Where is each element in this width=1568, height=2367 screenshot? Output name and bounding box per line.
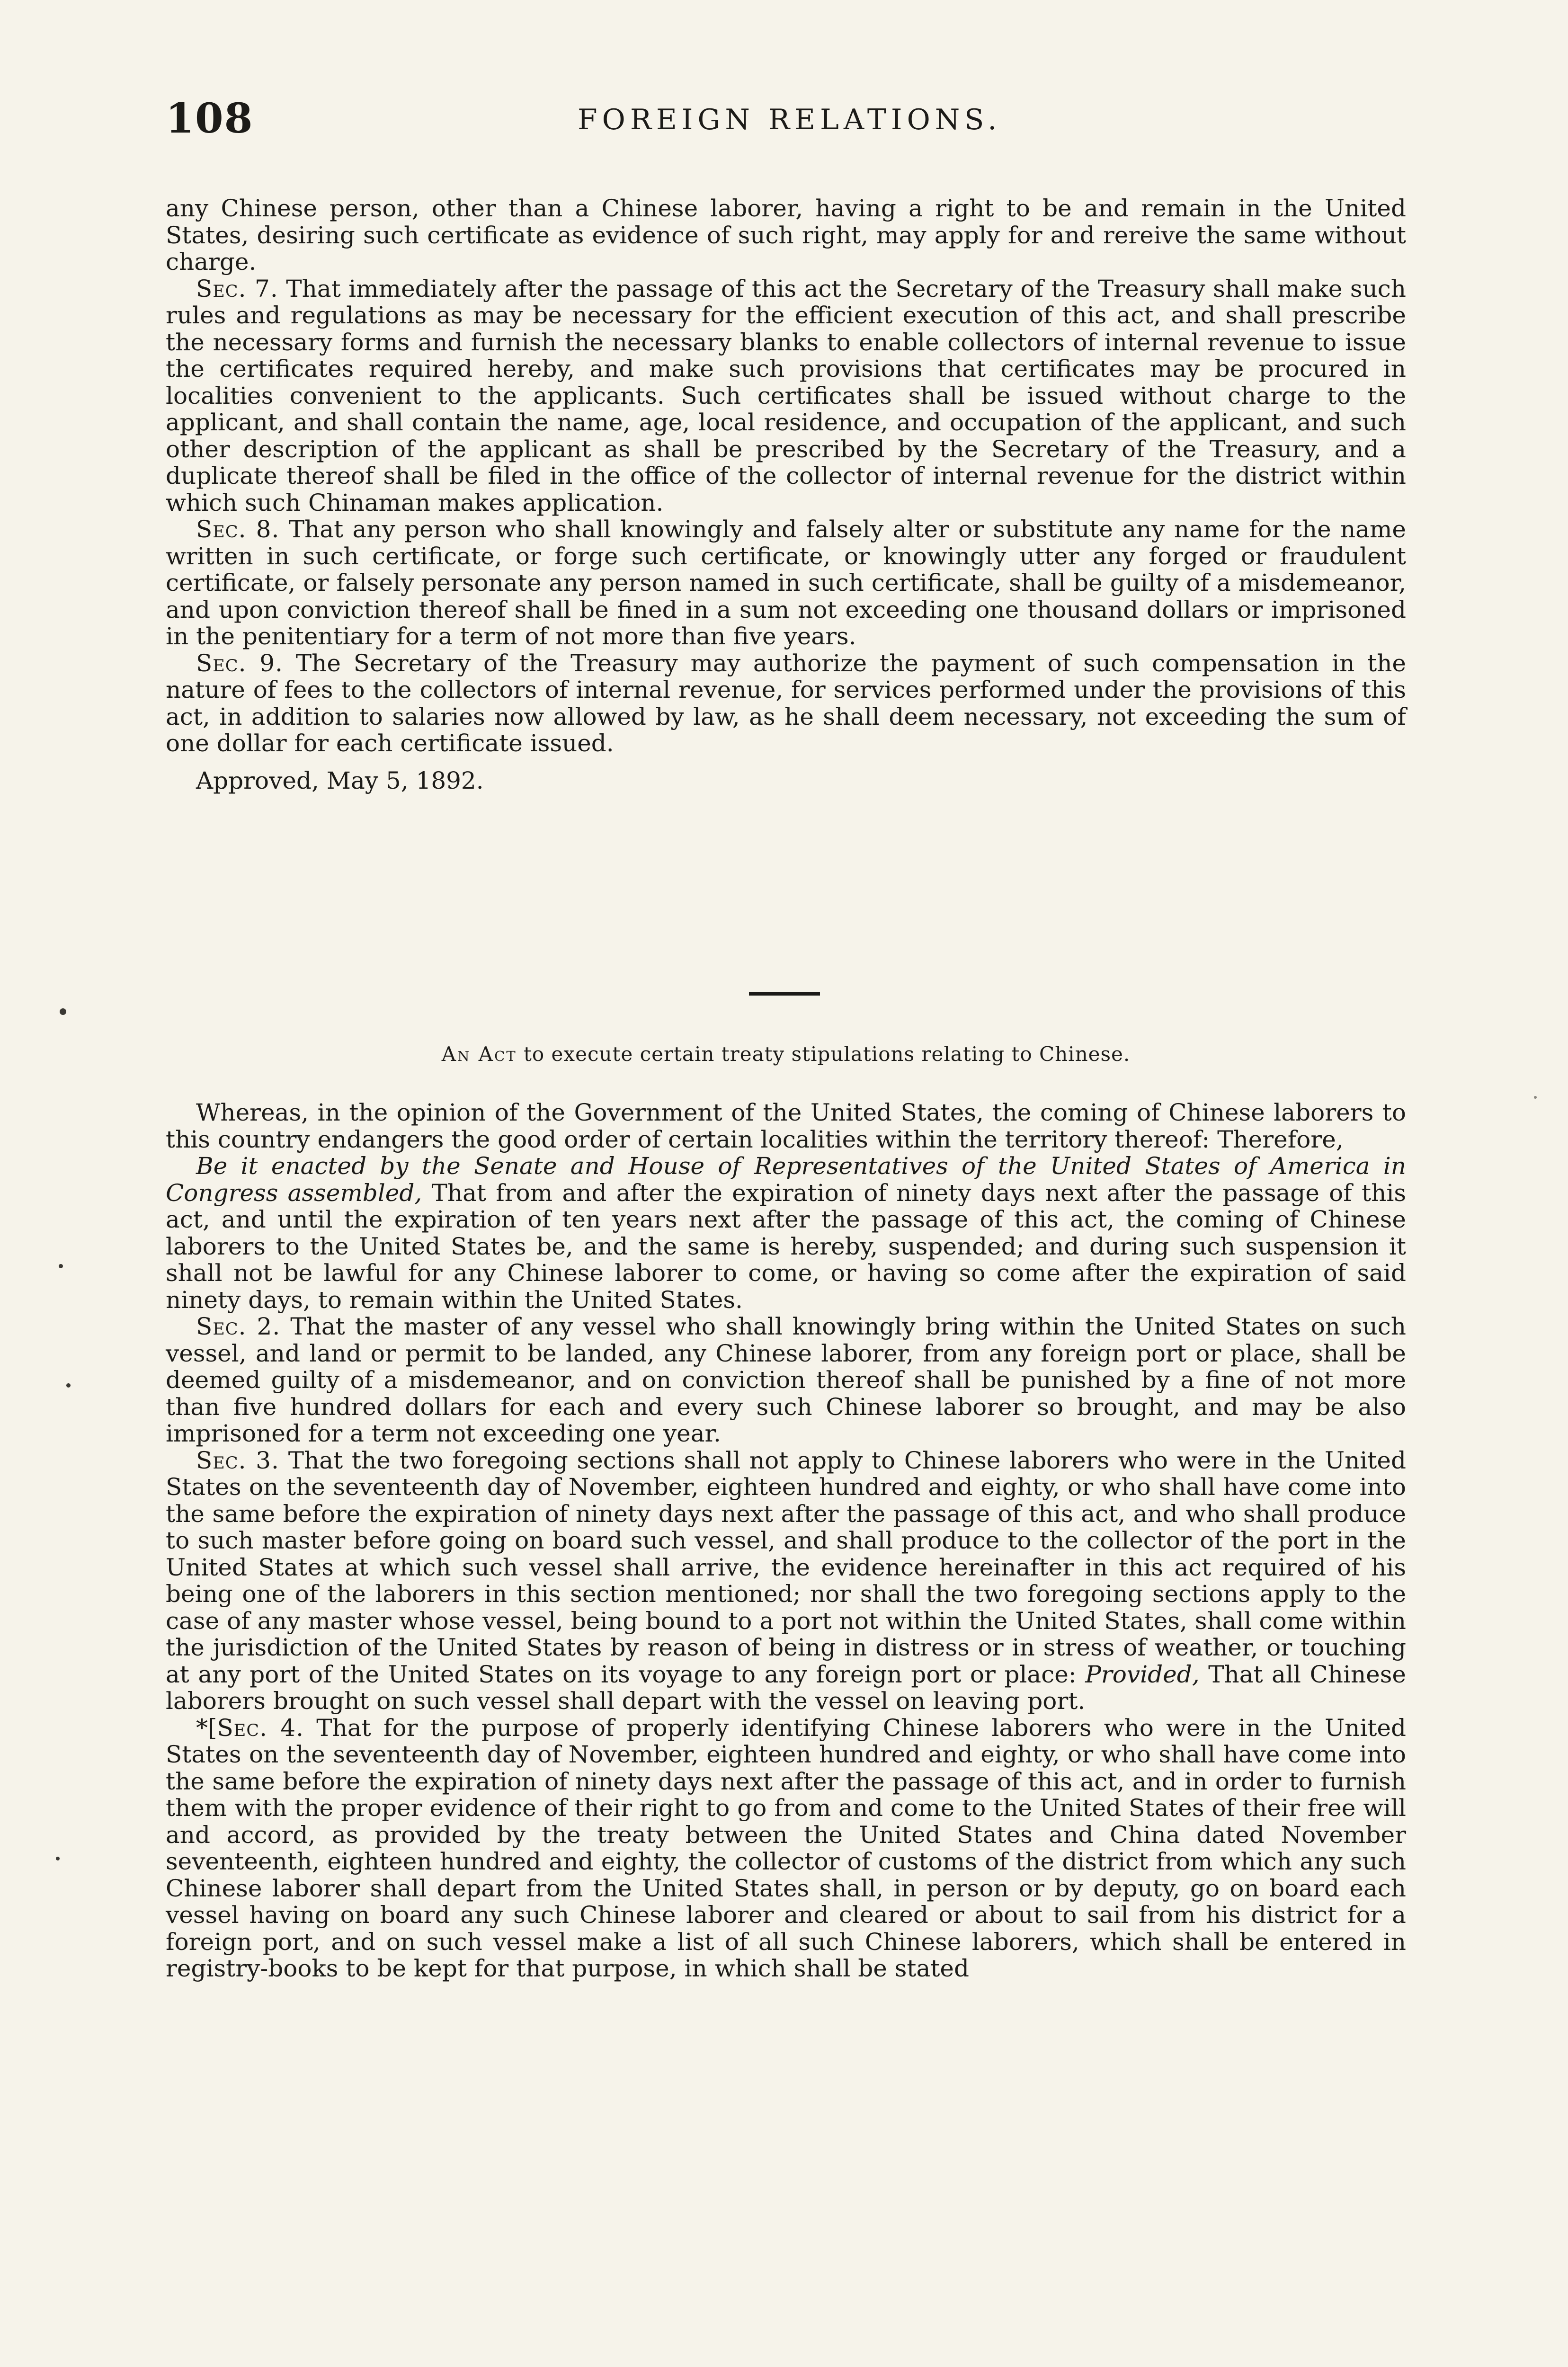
scan-speck: [1534, 1096, 1537, 1099]
enacting-clause-paragraph: [166, 1153, 1406, 1313]
approval-date: Approved, May 5, 1892.: [196, 766, 484, 794]
act-title: [166, 1042, 1406, 1066]
section-text: That immediately after the passage of this act the Secretary of the Treasury shall make such rules and regulations as may be necessary for the efficient execution of this act, and shall prescribe the necessary forms and furnish the necessary blanks to enable collectors of internal revenue to issue the certificates required hereby, and make such provisions that certificates may be procured in localities convenient to the applicants. Such certificates shall be issued without charge to the applicant, and shall contain the name, age, local residence, and occupation of the applicant, and such other description of the applicant as shall be prescribed by the Secretary of the Treasury, and a duplicate thereof shall be filed in the office of the collector of internal revenue for the district within which such Chinaman makes application.: [166, 275, 1407, 516]
section-7-paragraph: [166, 276, 1406, 516]
section-text: That for the purpose of properly identifying Chinese laborers who were in the United States on the seventeenth day of November, eighteen hundred and eighty, or who shall have come into the same before the expiration of ninety days next after the passage of this act, and in order to furnish them with the proper evidence of their right to go from and come to the United States of their free will and accord, as provided by the treaty between the United States and China dated November seventeenth, eighteen hundred and eighty, the collector of customs of the district from which any such Chinese laborer shall depart from the United States shall, in person or by deputy, go on board each vessel having on board any such Chinese laborer and cleared or about to sail from his district for a foreign port, and on such vessel make a list of all such Chinese laborers, which shall be entered in registry-books to be kept for that purpose, in which shall be stated: [166, 1714, 1406, 1982]
bracket-marker: *[: [196, 1714, 217, 1742]
act-title-label: An Act: [441, 1042, 517, 1066]
section-divider-rule: [749, 992, 820, 996]
section-text: The Secretary of the Treasury may authorize the payment of such compensation in the nature of fees to the collectors of internal revenue, for services performed under the provisions of this act, in addition to salaries now allowed by law, as he shall deem necessary, not exceeding the sum of one dollar for each certificate issued.: [166, 649, 1406, 757]
section-label: Sec. 7.: [196, 275, 278, 303]
section-label: Sec. 9.: [196, 649, 283, 677]
continuation-paragraph: any Chinese person, other than a Chinese laborer, having a right to be and remain in the United States, desiring such certificate as evidence of such right, may apply for and rereive the same without charge.: [166, 195, 1406, 276]
enacting-text: That from and after the expiration of ninety days next after the passage of this act, and until the expiration of ten years next after the passage of this act, the coming of Chinese laborers to the United States be, and the same is hereby, suspended; and during such suspension it shall not be lawful for any Chinese laborer to come, or having so come after the expiration of said ninety days, to remain within the United States.: [166, 1179, 1406, 1314]
page-number: 108: [166, 95, 254, 142]
section-text: That the master of any vessel who shall knowingly bring within the United States on such vessel, and land or permit to be landed, any Chinese laborer, from any foreign port or place, shall be deemed guilty of a misdemeanor, and on conviction thereof shall be punished by a fine of not more than five hundred dollars for each and every such Chinese laborer so brought, and may be also imprisoned for a term not exceeding one year.: [166, 1313, 1406, 1447]
page-header: [166, 95, 1406, 151]
first-act-conclusion: [166, 195, 1406, 794]
scan-speck: [66, 1383, 71, 1388]
section-9-paragraph: [166, 650, 1406, 757]
section-8-paragraph: [166, 516, 1406, 650]
second-act-body: [166, 1099, 1406, 1982]
scan-speck: [60, 1008, 66, 1015]
running-head: FOREIGN RELATIONS.: [578, 103, 1002, 136]
act-title-text: to execute certain treaty stipulations relating to Chinese.: [524, 1042, 1131, 1066]
section-2-paragraph: [166, 1313, 1406, 1447]
proviso-word: Provided,: [1085, 1660, 1200, 1688]
section-text: That any person who shall knowingly and falsely alter or substitute any name for the name written in such certificate, or forge such certificate, or knowingly utter any forged or fraudulent certificate, or falsely personate any person named in such certificate, shall be guilty of a misdemeanor, and upon conviction thereof shall be fined in a sum not exceeding one thousand dollars or imprisoned in the penitentiary for a term of not more than five years.: [166, 516, 1406, 650]
section-4-paragraph: [166, 1715, 1406, 1982]
section-label: Sec. 4.: [217, 1714, 304, 1742]
section-label: Sec. 3.: [196, 1446, 279, 1474]
preamble-paragraph: Whereas, in the opinion of the Government of the United States, the coming of Chinese laborers to this country endangers the good order of certain localities within the territory thereof: Therefore,: [166, 1099, 1406, 1153]
scan-speck: [59, 1264, 63, 1268]
proviso-text: That all Chinese laborers brought on such vessel shall depart with the vessel on leaving port.: [166, 1660, 1407, 1715]
enacting-formula: Be it enacted by the Senate and House of Representatives of the United States of America in Congress assembled,: [166, 1152, 1406, 1207]
section-label: Sec. 8.: [196, 516, 280, 543]
section-3-paragraph: [166, 1447, 1406, 1715]
section-text: That the two foregoing sections shall not apply to Chinese laborers who were in the United States on the seventeenth day of November, eighteen hundred and eighty, or who shall have come into the same before the expiration of ninety days next after the passage of this act, and who shall produce to such master before going on board such vessel, and shall produce to the collector of the port in the United States at which such vessel shall arrive, the evidence hereinafter in this act required of his being one of the laborers in this section mentioned; nor shall the two foregoing sections apply to the case of any master whose vessel, being bound to a port not within the United States, shall come within the jurisdiction of the United States by reason of being in distress or in stress of weather, or touching at any port of the United States on its voyage to any foreign port or place:: [166, 1446, 1406, 1688]
section-label: Sec. 2.: [196, 1313, 281, 1340]
scan-speck: [56, 1857, 60, 1860]
